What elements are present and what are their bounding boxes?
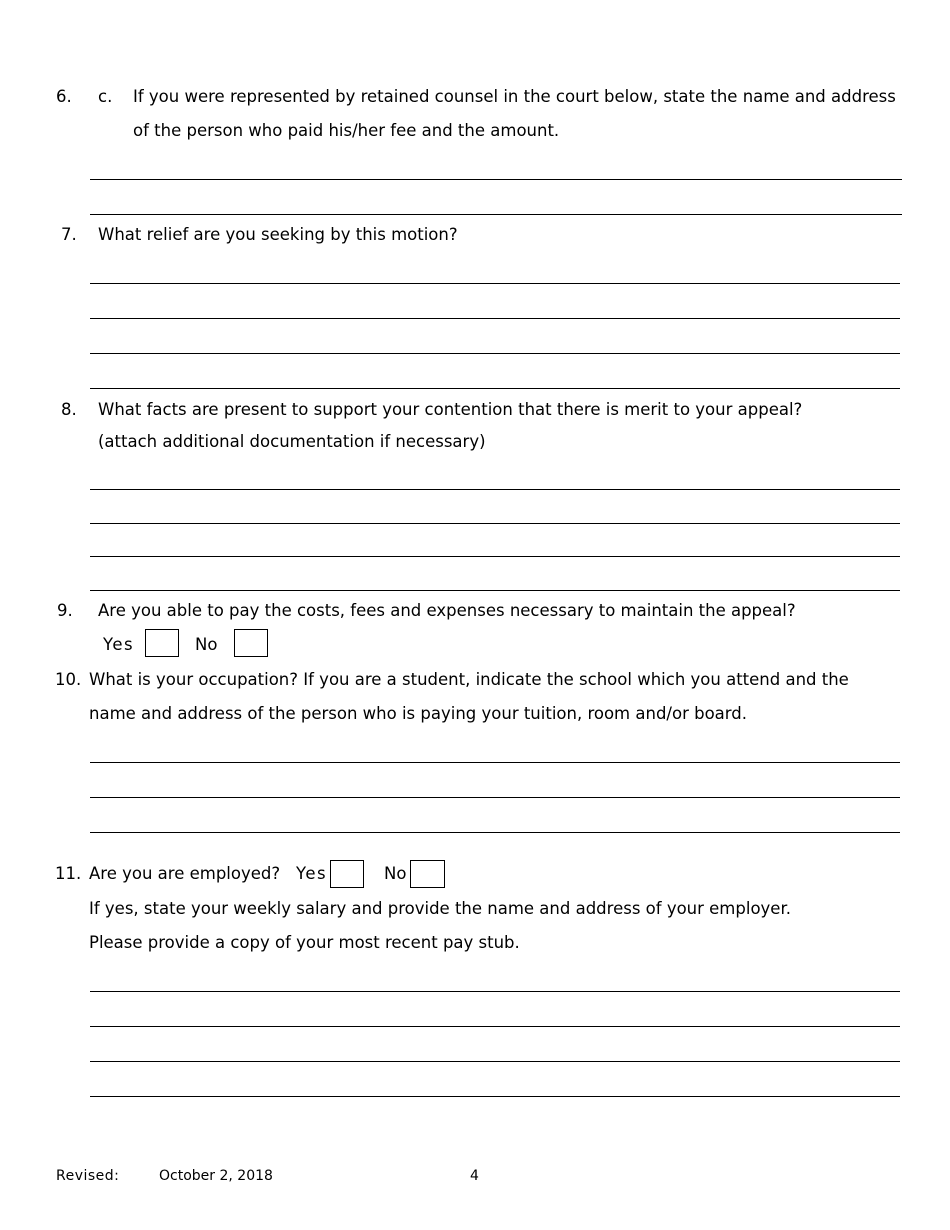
- q7-answer-line-1[interactable]: [90, 283, 900, 284]
- q10-answer-line-3[interactable]: [90, 832, 900, 833]
- q10-number: 10.: [55, 670, 82, 689]
- q6-answer-line-2[interactable]: [90, 214, 902, 215]
- q11-yes-label: Yes: [296, 864, 328, 883]
- footer-revised-label: Revised:: [56, 1168, 120, 1184]
- q11-answer-line-3[interactable]: [90, 1061, 900, 1062]
- q7-text: What relief are you seeking by this motion?: [98, 225, 458, 244]
- q6-answer-line-1[interactable]: [90, 179, 902, 180]
- q8-text-line2: (attach additional documentation if necessary): [98, 432, 486, 451]
- footer-page-number: 4: [470, 1168, 479, 1184]
- q8-answer-line-4[interactable]: [90, 590, 900, 591]
- q6-number: 6.: [56, 87, 72, 106]
- q6-letter: c.: [98, 87, 113, 106]
- q11-answer-line-1[interactable]: [90, 991, 900, 992]
- q7-answer-line-2[interactable]: [90, 318, 900, 319]
- q9-yes-label: Yes: [103, 635, 135, 654]
- q9-no-label: No: [195, 635, 218, 654]
- q6-text-line1: If you were represented by retained counsel in the court below, state the name and address: [133, 87, 896, 106]
- q9-yes-checkbox[interactable]: [145, 629, 179, 657]
- q9-no-checkbox[interactable]: [234, 629, 268, 657]
- q8-number: 8.: [61, 400, 77, 419]
- q9-text: Are you able to pay the costs, fees and expenses necessary to maintain the appeal?: [98, 601, 796, 620]
- q8-answer-line-2[interactable]: [90, 523, 900, 524]
- q7-answer-line-4[interactable]: [90, 388, 900, 389]
- q8-text-line1: What facts are present to support your contention that there is merit to your appeal?: [98, 400, 803, 419]
- q8-answer-line-1[interactable]: [90, 489, 900, 490]
- q11-no-checkbox[interactable]: [410, 860, 445, 888]
- q11-answer-line-2[interactable]: [90, 1026, 900, 1027]
- q9-number: 9.: [57, 601, 73, 620]
- q7-number: 7.: [61, 225, 77, 244]
- q11-no-label: No: [384, 864, 407, 883]
- q10-text-line1: What is your occupation? If you are a student, indicate the school which you attend and the: [89, 670, 849, 689]
- q10-text-line2: name and address of the person who is paying your tuition, room and/or board.: [89, 704, 747, 723]
- q11-number: 11.: [55, 864, 82, 883]
- q6-text-line2: of the person who paid his/her fee and the amount.: [133, 121, 560, 140]
- q11-yes-checkbox[interactable]: [330, 860, 364, 888]
- q8-answer-line-3[interactable]: [90, 556, 900, 557]
- q7-answer-line-3[interactable]: [90, 353, 900, 354]
- q10-answer-line-1[interactable]: [90, 762, 900, 763]
- q10-answer-line-2[interactable]: [90, 797, 900, 798]
- q11-text-line3: Please provide a copy of your most recent pay stub.: [89, 933, 520, 952]
- footer-revised-date: October 2, 2018: [159, 1168, 273, 1184]
- q11-text-line2: If yes, state your weekly salary and provide the name and address of your employer.: [89, 899, 791, 918]
- q11-answer-line-4[interactable]: [90, 1096, 900, 1097]
- q11-text: Are you are employed?: [89, 864, 281, 883]
